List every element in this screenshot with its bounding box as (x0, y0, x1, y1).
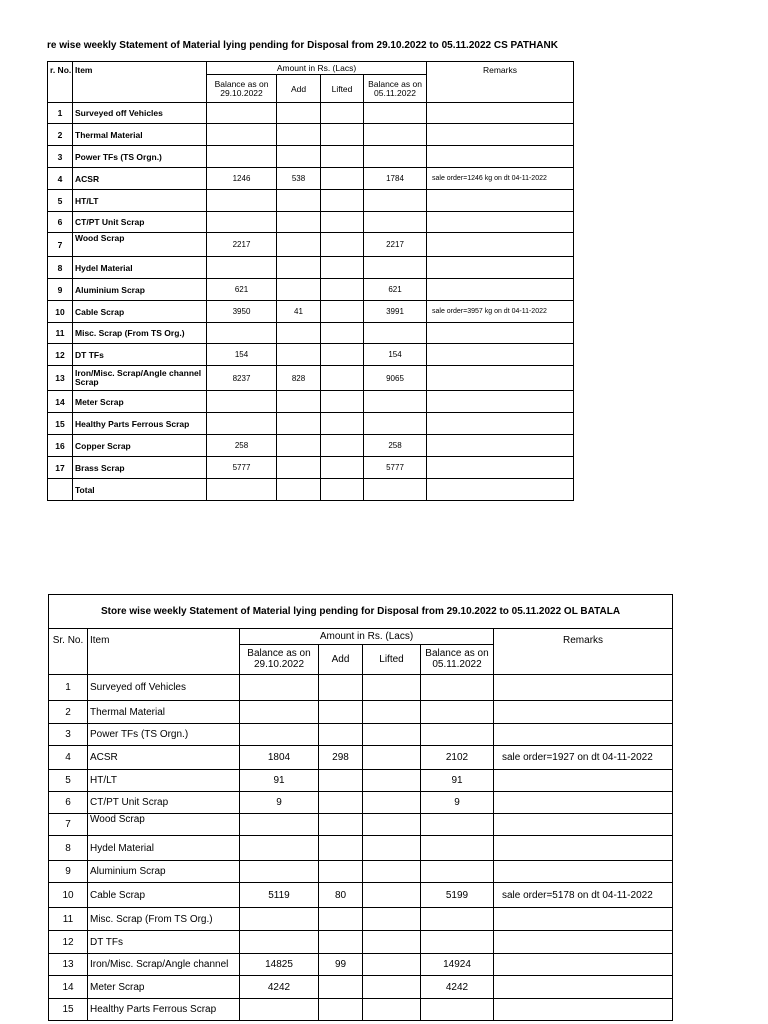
table-row (48, 301, 574, 323)
remarks-cell (427, 103, 574, 124)
add-cell (277, 323, 321, 344)
balance-end-cell: 3991 (364, 301, 427, 323)
lifted-cell (321, 391, 364, 413)
remarks-cell (427, 233, 574, 257)
lifted-cell (363, 954, 421, 976)
sr-no-cell: 16 (48, 435, 73, 457)
lifted-cell (363, 770, 421, 792)
add-cell (319, 999, 363, 1021)
balance-end-cell (421, 675, 494, 701)
balance-end-cell: 154 (364, 344, 427, 366)
add-cell (319, 792, 363, 814)
table-row (49, 931, 673, 954)
balance-start-cell: 5119 (240, 883, 319, 908)
balance-start-cell (207, 413, 277, 435)
table-row (48, 279, 574, 301)
balance-start-cell (207, 391, 277, 413)
add-header: Add (319, 645, 363, 675)
lifted-cell (321, 323, 364, 344)
table-row (48, 323, 574, 344)
sr-no-cell: 6 (49, 792, 88, 814)
remarks-header: Remarks (494, 629, 673, 675)
balance-end-cell: 5777 (364, 457, 427, 479)
remarks-cell (427, 190, 574, 212)
remarks-cell (427, 366, 574, 391)
item-cell: Misc. Scrap (From TS Org.) (88, 908, 240, 931)
lifted-cell (321, 212, 364, 233)
table-row (48, 124, 574, 146)
item-cell: HT/LT (88, 770, 240, 792)
balance-end-cell (421, 724, 494, 746)
table-row (49, 770, 673, 792)
item-header: Item (88, 629, 240, 675)
remarks-cell (427, 212, 574, 233)
table-row (48, 212, 574, 233)
sr-no-header: Sr. No. (49, 629, 88, 675)
remarks-cell (494, 836, 673, 861)
balance-end-cell (364, 124, 427, 146)
add-cell (277, 190, 321, 212)
balance-start-cell (240, 861, 319, 883)
add-cell (319, 701, 363, 724)
item-cell: Healthy Parts Ferrous Scrap (88, 999, 240, 1021)
add-cell: 538 (277, 168, 321, 190)
balance-end-cell (364, 212, 427, 233)
balance-end-cell: 2217 (364, 233, 427, 257)
remarks-cell (427, 146, 574, 168)
remarks-header: Remarks (427, 62, 574, 103)
sr-no-cell: 5 (48, 190, 73, 212)
remarks-cell (494, 908, 673, 931)
remarks-cell: sale order=1246 kg on dt 04-11-2022 (427, 168, 574, 190)
add-cell: 80 (319, 883, 363, 908)
sr-no-cell: 13 (48, 366, 73, 391)
lifted-cell (363, 861, 421, 883)
item-cell: Copper Scrap (73, 435, 207, 457)
amount-header: Amount in Rs. (Lacs) (240, 629, 494, 645)
table-row (48, 391, 574, 413)
balance-start-cell (240, 814, 319, 836)
lifted-cell (321, 435, 364, 457)
table-row (49, 954, 673, 976)
remarks-cell: sale order=1927 on dt 04-11-2022 (494, 746, 673, 770)
balance-start-header: Balance as on 29.10.2022 (240, 645, 319, 675)
balance-start-cell (240, 999, 319, 1021)
item-cell: ACSR (88, 746, 240, 770)
lifted-cell (321, 479, 364, 501)
lifted-cell (321, 413, 364, 435)
balance-start-cell (207, 257, 277, 279)
item-cell: Iron/Misc. Scrap/Angle channel Scrap (73, 366, 207, 391)
item-cell: Thermal Material (73, 124, 207, 146)
remarks-cell (427, 413, 574, 435)
remarks-cell (494, 999, 673, 1021)
add-cell (277, 413, 321, 435)
table-row (49, 908, 673, 931)
sr-no-cell: 12 (49, 931, 88, 954)
table-row (48, 103, 574, 124)
statement-table-ol-batala (48, 594, 673, 1021)
sr-no-cell: 11 (49, 908, 88, 931)
item-cell: Power TFs (TS Orgn.) (88, 724, 240, 746)
remarks-cell (427, 435, 574, 457)
item-header: Item (73, 62, 207, 103)
remarks-cell (427, 257, 574, 279)
balance-end-cell: 621 (364, 279, 427, 301)
add-cell (319, 770, 363, 792)
sr-no-cell: 13 (49, 954, 88, 976)
add-cell: 828 (277, 366, 321, 391)
add-cell: 298 (319, 746, 363, 770)
table-row (48, 435, 574, 457)
item-cell: DT TFs (73, 344, 207, 366)
lifted-cell (363, 931, 421, 954)
lifted-cell (321, 146, 364, 168)
item-cell: Power TFs (TS Orgn.) (73, 146, 207, 168)
table-row (49, 675, 673, 701)
remarks-cell (427, 279, 574, 301)
balance-start-cell (207, 323, 277, 344)
balance-end-cell (421, 814, 494, 836)
add-cell (277, 391, 321, 413)
add-cell (277, 457, 321, 479)
table-row (49, 836, 673, 861)
sr-no-cell: 7 (49, 814, 88, 836)
table-row (48, 366, 574, 391)
remarks-cell (494, 724, 673, 746)
balance-end-cell: 9065 (364, 366, 427, 391)
balance-start-header: Balance as on 29.10.2022 (207, 75, 277, 103)
add-cell (319, 724, 363, 746)
sr-no-header: r. No. (48, 62, 73, 103)
balance-start-cell: 1804 (240, 746, 319, 770)
lifted-cell (363, 999, 421, 1021)
sr-no-cell: 2 (49, 701, 88, 724)
balance-end-cell (421, 701, 494, 724)
add-cell (277, 124, 321, 146)
sr-no-cell: 6 (48, 212, 73, 233)
table-row (48, 168, 574, 190)
sr-no-cell: 12 (48, 344, 73, 366)
item-cell: Brass Scrap (73, 457, 207, 479)
add-cell (277, 233, 321, 257)
table-row (48, 257, 574, 279)
sr-no-cell: 15 (48, 413, 73, 435)
lifted-cell (363, 724, 421, 746)
balance-start-cell: 1246 (207, 168, 277, 190)
balance-start-cell: 5777 (207, 457, 277, 479)
sr-no-cell: 4 (48, 168, 73, 190)
remarks-cell (427, 457, 574, 479)
item-cell: Aluminium Scrap (88, 861, 240, 883)
balance-end-cell: 4242 (421, 976, 494, 999)
sr-no-cell: 4 (49, 746, 88, 770)
balance-start-cell (240, 931, 319, 954)
lifted-cell (321, 233, 364, 257)
add-cell (319, 836, 363, 861)
item-cell: DT TFs (88, 931, 240, 954)
add-cell (319, 861, 363, 883)
remarks-cell (494, 861, 673, 883)
sr-no-cell: 9 (49, 861, 88, 883)
add-cell: 99 (319, 954, 363, 976)
lifted-cell (363, 675, 421, 701)
remarks-cell (427, 344, 574, 366)
lifted-header: Lifted (363, 645, 421, 675)
lifted-cell (363, 908, 421, 931)
balance-end-cell (421, 999, 494, 1021)
table-row (49, 883, 673, 908)
remarks-cell: sale order=5178 on dt 04-11-2022 (494, 883, 673, 908)
table-row (48, 190, 574, 212)
lifted-cell (321, 124, 364, 146)
balance-end-header: Balance as on 05.11.2022 (364, 75, 427, 103)
balance-end-cell (421, 861, 494, 883)
balance-end-cell (421, 908, 494, 931)
lifted-cell (363, 746, 421, 770)
balance-end-cell: 5199 (421, 883, 494, 908)
table-row (49, 976, 673, 999)
balance-end-cell (364, 391, 427, 413)
balance-end-cell (421, 836, 494, 861)
sr-no-cell: 15 (49, 999, 88, 1021)
remarks-cell: sale order=3957 kg on dt 04-11-2022 (427, 301, 574, 323)
sr-no-cell: 17 (48, 457, 73, 479)
add-header: Add (277, 75, 321, 103)
remarks-cell (494, 792, 673, 814)
balance-start-cell (207, 103, 277, 124)
table1-title: re wise weekly Statement of Material lying pending for Disposal from 29.10.2022 to 05.11.2022 CS PATHANK (47, 40, 558, 51)
table-row (49, 999, 673, 1021)
lifted-cell (363, 883, 421, 908)
add-cell (277, 435, 321, 457)
sr-no-cell: 9 (48, 279, 73, 301)
lifted-header: Lifted (321, 75, 364, 103)
sr-no-cell: 11 (48, 323, 73, 344)
balance-start-cell (240, 908, 319, 931)
remarks-cell (494, 675, 673, 701)
balance-end-cell: 9 (421, 792, 494, 814)
sr-no-cell: 8 (49, 836, 88, 861)
balance-end-cell: 258 (364, 435, 427, 457)
table-row (48, 479, 574, 501)
item-cell: Total (73, 479, 207, 501)
balance-start-cell (207, 190, 277, 212)
statement-table-cs-pathank (47, 61, 574, 501)
balance-end-cell (364, 413, 427, 435)
add-cell (319, 675, 363, 701)
balance-start-cell (207, 124, 277, 146)
sr-no-cell: 1 (48, 103, 73, 124)
sr-no-cell: 8 (48, 257, 73, 279)
add-cell (277, 146, 321, 168)
item-cell: Wood Scrap (88, 814, 240, 836)
balance-start-cell: 9 (240, 792, 319, 814)
balance-start-cell: 258 (207, 435, 277, 457)
remarks-cell (427, 391, 574, 413)
table-row (49, 746, 673, 770)
balance-start-cell (207, 146, 277, 168)
item-cell: Hydel Material (88, 836, 240, 861)
balance-start-cell (240, 836, 319, 861)
table-row (48, 146, 574, 168)
balance-end-cell (421, 931, 494, 954)
table-row (49, 792, 673, 814)
table-row (48, 413, 574, 435)
lifted-cell (321, 457, 364, 479)
add-cell (277, 257, 321, 279)
sr-no-cell: 5 (49, 770, 88, 792)
table-row (49, 814, 673, 836)
sr-no-cell: 1 (49, 675, 88, 701)
table-row (49, 724, 673, 746)
item-cell: Misc. Scrap (From TS Org.) (73, 323, 207, 344)
balance-start-cell: 154 (207, 344, 277, 366)
balance-end-cell: 2102 (421, 746, 494, 770)
add-cell (277, 212, 321, 233)
remarks-cell (427, 124, 574, 146)
sr-no-cell: 7 (48, 233, 73, 257)
item-cell: Meter Scrap (88, 976, 240, 999)
balance-start-cell: 2217 (207, 233, 277, 257)
sr-no-cell: 3 (49, 724, 88, 746)
add-cell (319, 908, 363, 931)
balance-end-cell: 91 (421, 770, 494, 792)
item-cell: Meter Scrap (73, 391, 207, 413)
lifted-cell (321, 257, 364, 279)
balance-end-cell: 1784 (364, 168, 427, 190)
lifted-cell (363, 814, 421, 836)
item-cell: HT/LT (73, 190, 207, 212)
balance-end-cell (364, 323, 427, 344)
add-cell (277, 344, 321, 366)
sr-no-cell: 14 (49, 976, 88, 999)
lifted-cell (321, 301, 364, 323)
balance-start-cell (207, 212, 277, 233)
balance-start-cell: 8237 (207, 366, 277, 391)
balance-end-cell (364, 190, 427, 212)
item-cell: Surveyed off Vehicles (88, 675, 240, 701)
table-row (48, 233, 574, 257)
add-cell (277, 279, 321, 301)
balance-end-cell (364, 479, 427, 501)
remarks-cell (494, 770, 673, 792)
balance-start-cell (240, 724, 319, 746)
balance-start-cell: 14825 (240, 954, 319, 976)
item-cell: CT/PT Unit Scrap (73, 212, 207, 233)
sr-no-cell: 2 (48, 124, 73, 146)
remarks-cell (427, 479, 574, 501)
table-row (49, 701, 673, 724)
remarks-cell (494, 701, 673, 724)
sr-no-cell: 3 (48, 146, 73, 168)
balance-end-cell (364, 146, 427, 168)
lifted-cell (363, 976, 421, 999)
sr-no-cell: 14 (48, 391, 73, 413)
sr-no-cell (48, 479, 73, 501)
balance-start-cell (207, 479, 277, 501)
item-cell: Hydel Material (73, 257, 207, 279)
lifted-cell (363, 792, 421, 814)
lifted-cell (321, 344, 364, 366)
item-cell: Healthy Parts Ferrous Scrap (73, 413, 207, 435)
table2-title: Store wise weekly Statement of Material lying pending for Disposal from 29.10.2022 to 05.11.2022 OL BATALA (49, 595, 673, 629)
add-cell (277, 103, 321, 124)
table-row (49, 861, 673, 883)
balance-start-cell: 621 (207, 279, 277, 301)
lifted-cell (363, 836, 421, 861)
item-cell: ACSR (73, 168, 207, 190)
item-cell: Thermal Material (88, 701, 240, 724)
item-cell: Cable Scrap (88, 883, 240, 908)
item-cell: Cable Scrap (73, 301, 207, 323)
lifted-cell (363, 701, 421, 724)
lifted-cell (321, 279, 364, 301)
balance-end-header: Balance as on 05.11.2022 (421, 645, 494, 675)
add-cell (277, 479, 321, 501)
sr-no-cell: 10 (49, 883, 88, 908)
balance-start-cell (240, 701, 319, 724)
item-cell: Wood Scrap (73, 233, 207, 257)
sr-no-cell: 10 (48, 301, 73, 323)
remarks-cell (494, 814, 673, 836)
remarks-cell (427, 323, 574, 344)
amount-header: Amount in Rs. (Lacs) (207, 62, 427, 75)
balance-start-cell: 4242 (240, 976, 319, 999)
balance-end-cell (364, 257, 427, 279)
table-row (48, 344, 574, 366)
lifted-cell (321, 366, 364, 391)
item-cell: Aluminium Scrap (73, 279, 207, 301)
item-cell: Iron/Misc. Scrap/Angle channel (88, 954, 240, 976)
table-row (48, 457, 574, 479)
balance-start-cell: 3950 (207, 301, 277, 323)
item-cell: CT/PT Unit Scrap (88, 792, 240, 814)
balance-start-cell: 91 (240, 770, 319, 792)
lifted-cell (321, 103, 364, 124)
add-cell (319, 814, 363, 836)
add-cell (319, 931, 363, 954)
remarks-cell (494, 954, 673, 976)
remarks-cell (494, 931, 673, 954)
item-cell: Surveyed off Vehicles (73, 103, 207, 124)
lifted-cell (321, 190, 364, 212)
add-cell (319, 976, 363, 999)
balance-end-cell: 14924 (421, 954, 494, 976)
add-cell: 41 (277, 301, 321, 323)
balance-end-cell (364, 103, 427, 124)
remarks-cell (494, 976, 673, 999)
balance-start-cell (240, 675, 319, 701)
lifted-cell (321, 168, 364, 190)
